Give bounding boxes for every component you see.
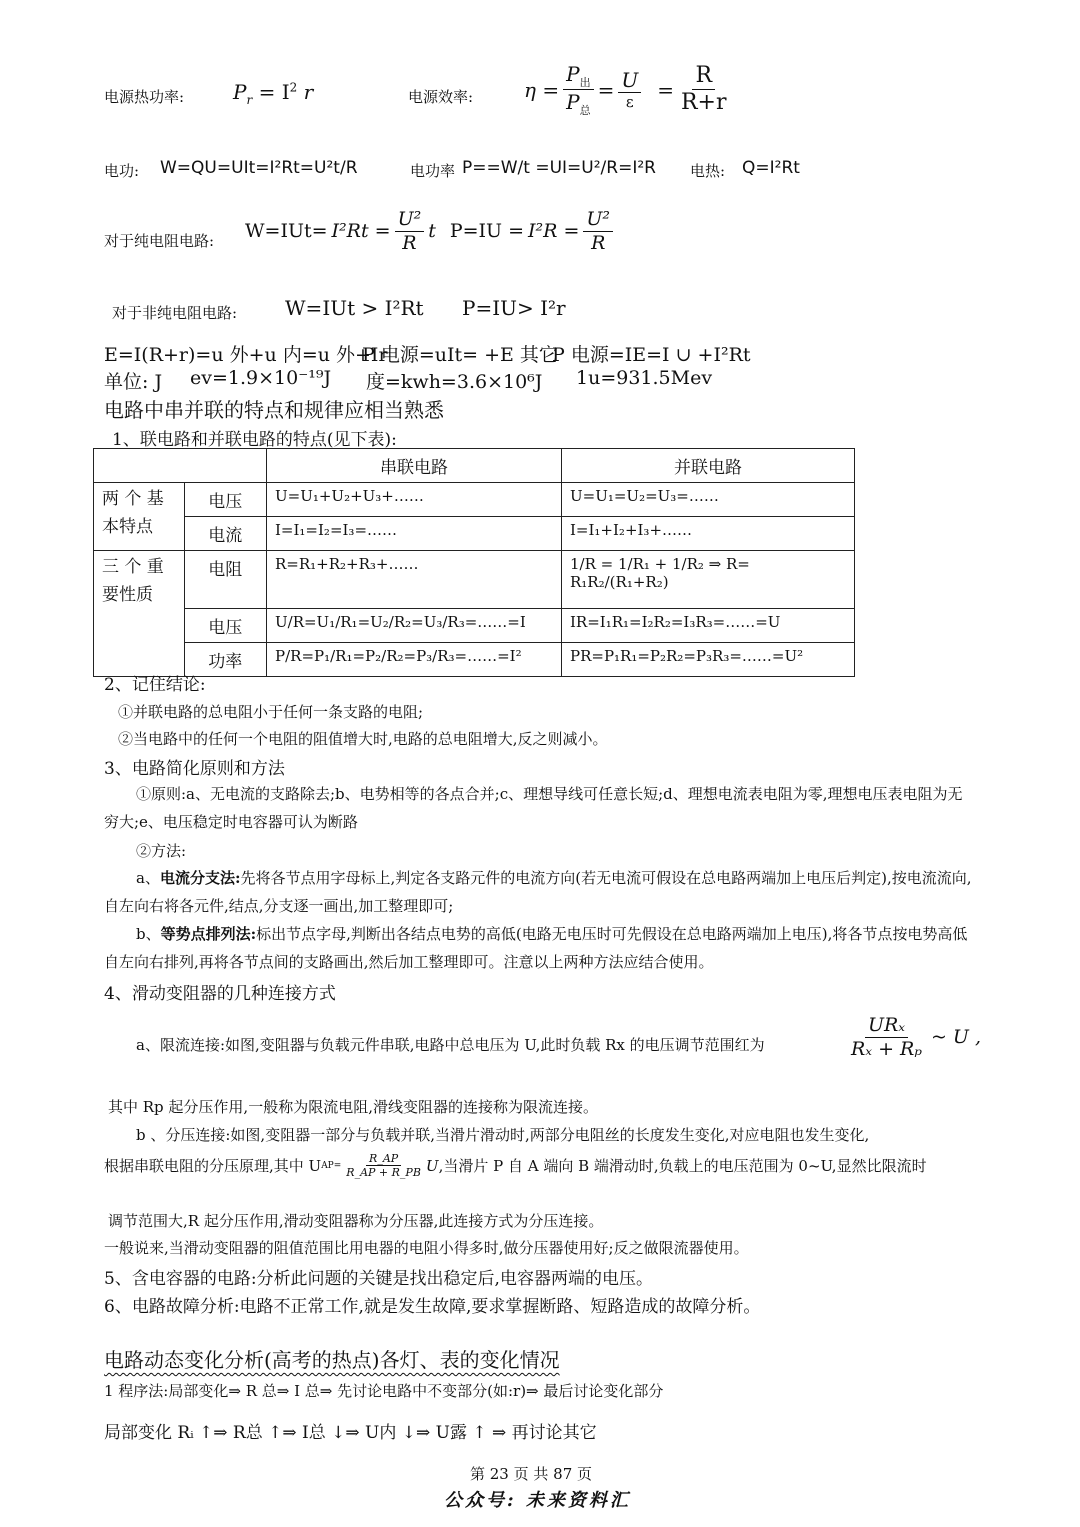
unit-label: 单位: J (104, 371, 163, 393)
divider-text-3: 调节范围大,R 起分压作用,滑动变阻器称为分压器,此连接方式为分压连接。 (108, 1212, 604, 1230)
table-row (94, 643, 855, 677)
series-cell: R=R₁+R₂+R₃+…… (267, 551, 562, 609)
dynamic-heading: 电路动态变化分析(高考的热点)各灯、表的变化情况 (104, 1348, 560, 1372)
power-formula: P==W/t =UI=U²/R=I²R (462, 158, 656, 178)
table-row (94, 517, 855, 551)
divider-text-1: b 、分压连接:如图,变阻器一部分与负载并联,当滑片滑动时,两部分电阻丝的长度发生变化,对应电阻也发生变化, (136, 1126, 870, 1144)
divider-text-2: 根据串联电阻的分压原理,其中 U AP= $\frac{R\_AP}{R\_AP + R\_PB}$ U ,当滑片 P 自 A 端向 B 端滑动时,负载上的电压范围为 0~U,显然比限流时 (104, 1152, 927, 1180)
u-conversion: 1u=931.5Mev (576, 367, 713, 389)
heat-power-label: 电源热功率: (104, 88, 185, 106)
series-cell: P/R=P₁/R₁=P₂/R₂=P₃/R₃=……=I² (267, 643, 562, 677)
col-parallel: 并联电路 (562, 449, 855, 483)
method-b: b、等势点排列法:标出节点字母,判断出各结点电势的高低(电路无电压时可先假设在总电路两端加上电压),将各节点按电势高低自左向右排列,再将各节点间的支路画出,然后加工整理即可。注意以上两种方法应结合使用。 (104, 925, 968, 971)
local-change-text: 局部变化 Rᵢ ↑⇒ R总 ↑⇒ I总 ↓⇒ U内 ↓⇒ U露 ↑ ⇒ 再讨论其它 (104, 1423, 597, 1443)
pure-resistor-label: 对于纯电阻电路: (104, 232, 215, 250)
row-label: 电压 (184, 483, 266, 517)
power-label: 电功率 (410, 162, 456, 180)
group-basic: 两 个 基 本特点 (94, 483, 185, 551)
work-label: 电功: (104, 162, 140, 180)
conclusion-2: ②当电路中的任何一个电阻的阻值增大时,电路的总电阻增大,反之则减小。 (118, 730, 608, 748)
row-label: 电阻 (184, 551, 266, 609)
general-text: 一般说来,当滑动变阻器的阻值范围比用电器的电阻小得多时,做分压器使用好;反之做限流器使用。 (104, 1239, 749, 1257)
col-series: 串联电路 (267, 449, 562, 483)
limit-text-2: 其中 Rp 起分压作用,一般称为限流电阻,滑线变阻器的连接称为限流连接。 (108, 1098, 598, 1116)
section6: 6、电路故障分析:电路不正常工作,就是发生故障,要求掌握断路、短路造成的故障分析。 (104, 1297, 761, 1317)
series-cell: U=U₁+U₂+U₃+…… (267, 483, 562, 517)
source-power-formula-1: P 电源=uIt= +E 其它 (362, 344, 558, 366)
source-power-formula-2: P 电源=IE=I ∪ +I²Rt (552, 344, 751, 366)
limit-formula: $\frac{\text{URₓ}}{\text{Rₓ + Rₚ}}$ ~ U , (851, 1014, 982, 1060)
parallel-cell: I=I₁+I₂+I₃+…… (562, 517, 855, 551)
series-cell: U/R=U₁/R₁=U₂/R₂=U₃/R₃=……=I (267, 609, 562, 643)
series-parallel-table (93, 448, 855, 677)
series-cell: I=I₁=I₂=I₃=…… (267, 517, 562, 551)
section3-title: 3、电路简化原则和方法 (104, 759, 285, 779)
section5: 5、含电容器的电路:分析此问题的关键是找出稳定后,电容器两端的电压。 (104, 1269, 653, 1289)
procedure-text: 1 程序法:局部变化⇒ R 总⇒ I 总⇒ 先讨论电路中不变部分(如:r)⇒ 最后讨论变化部分 (104, 1382, 664, 1400)
heat-label: 电热: (690, 162, 726, 180)
parallel-cell: U=U₁=U₂=U₃=…… (562, 483, 855, 517)
parallel-cell: IR=I₁R₁=I₂R₂=I₃R₃=……=U (562, 609, 855, 643)
kwh-conversion: 度=kwh=3.6×10⁶J (366, 371, 543, 393)
section1-title: 1、联电路和并联电路的特点(见下表): (112, 430, 397, 450)
work-formula: W=QU=UIt=I²Rt=U²t/R (160, 158, 358, 178)
group-properties: 三 个 重 要性质 (94, 551, 185, 677)
footer-brand: 公众号: 未来资料汇 (444, 1490, 631, 1511)
conclusion-1: ①并联电路的总电阻小于任何一条支路的电阻; (118, 703, 424, 721)
section2-title: 2、记住结论: (104, 675, 206, 695)
heat-formula: Q=I²Rt (742, 158, 800, 178)
heat-power-formula: $P_r = I^2$ r (233, 80, 314, 107)
table-row (94, 609, 855, 643)
emf-formula: E=I(R+r)=u 外+u 内=u 外+Ir (104, 344, 388, 366)
efficiency-label: 电源效率: (408, 88, 474, 106)
parallel-cell: PR=P₁R₁=P₂R₂=P₃R₃=……=U² (562, 643, 855, 677)
table-row (94, 551, 855, 609)
ev-conversion: ev=1.9×10⁻¹⁹J (190, 367, 332, 389)
nonpure-w-formula: W=IUt > I²Rt (285, 296, 424, 320)
nonpure-resistor-label: 对于非纯电阻电路: (112, 304, 238, 322)
method-title: ②方法: (136, 842, 187, 860)
row-label: 电流 (184, 517, 266, 551)
method-a-label: 电流分支法: (159, 869, 241, 887)
principle-text: ①原则:a、无电流的支路除去;b、电势相等的各点合并;c、理想导线可任意长短;d、理想电流表电阻为零,理想电压表电阻为无穷大;e、电压稳定时电容器可认为断路 (104, 785, 963, 831)
row-label: 功率 (184, 643, 266, 677)
section4-title: 4、滑动变阻器的几种连接方式 (104, 984, 336, 1004)
limit-text: a、限流连接:如图,变阻器与负载元件串联,电路中总电压为 U,此时负载 Rx 的电压调节范围红为 (136, 1036, 765, 1054)
parallel-cell: 1/R = 1/R₁ + 1/R₂ ⇒ R= R₁R₂/(R₁+R₂) (562, 551, 855, 609)
series-parallel-heading: 电路中串并联的特点和规律应相当熟悉 (104, 398, 444, 422)
row-label: 电压 (184, 609, 266, 643)
pure-resistor-formula: W=IUt= I²Rt = $\frac{\text{U²}}{R}$ t P=IU = I²R = $\frac{\text{U²}}{R}$ (245, 208, 613, 255)
method-a: a、电流分支法:先将各节点用字母标上,判定各支路元件的电流方向(若无电流可假设在总电路两端加上电压后判定),按电流流向,自左向右将各元件,结点,分支逐一画出,加工整理即可; (104, 869, 972, 915)
table-row (94, 483, 855, 517)
table-corner (94, 449, 267, 483)
method-b-label: 等势点排列法: (160, 925, 257, 943)
page-number: 第 23 页 共 87 页 (470, 1465, 593, 1483)
efficiency-formula: η = $\frac{P_出}{P_总}$ = $\frac{U}{\varepsilon}$ = $\frac{R}{R+r}$ (524, 62, 727, 118)
nonpure-p-formula: P=IU> I²r (462, 296, 566, 320)
